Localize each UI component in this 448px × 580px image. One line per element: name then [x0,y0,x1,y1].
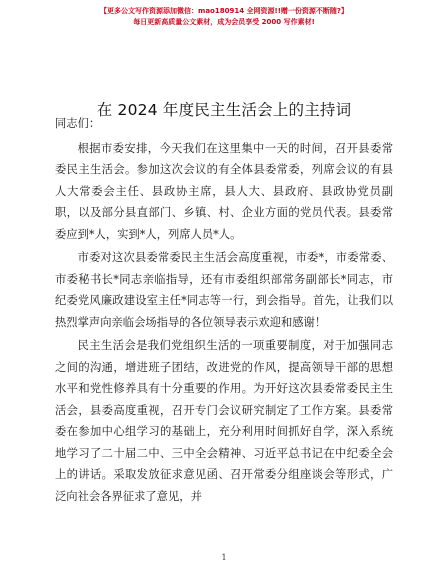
promo-banner-line-1: 【更多公文写作资源添加微信：mao180914 全网资源!!赠一份资源不断随?】 [100,7,348,15]
salutation: 同志们： [55,117,101,130]
promo-banner [0,6,448,28]
page-number: 1 [221,553,227,562]
paragraph-2: 市委对这次县委常委民主生活会高度重视，市委*，市委常委、市委秘书长*同志亲临指导，还有市委组织部常务副部长*同志，市纪委党风廉政建设室主任*同志等一行，到会指导。首先，让我们以热烈掌声向亲临会场指导的各位领导表示欢迎和感谢！ [55,251,393,329]
document-body [55,113,393,509]
paragraph-1: 根据市委安排，今天我们在这里集中一天的时间，召开县委常委民主生活会。参加这次会议的有全体县委常委，列席会议的有县人大常委会主任、县政协主席，县人大、县政府、县政协党员副职，以及部分县直部门、乡镇、村、企业方面的党员代表。县委常委应到*人，实到*人，列席人员*人。 [55,141,393,241]
paragraph-3: 民主生活会是我们党组织生活的一项重要制度，对于加强同志之间的沟通，增进班子团结，改进党的作风，提高领导干部的思想水平和党性修养具有十分重要的作用。为开好这次县委常委民主生活会，县委高度重视，召开专门会议研究制定了工作方案。县委常委在参加中心组学习的基础上，充分利用时间抓好自学，深入系统地学习了二十届二中、三中全会精神、习近平总书记在中纪委全会上的讲话。采取发放征求意见函、召开常委分组座谈会等形式，广泛向社会各界征求了意见，并 [55,339,393,503]
promo-banner-line-2: 每日更新高质量公文素材，成为会员享受 2000 写作素材! [133,18,315,26]
document-title: 在 2024 年度民主生活会上的主持词 [96,101,352,120]
